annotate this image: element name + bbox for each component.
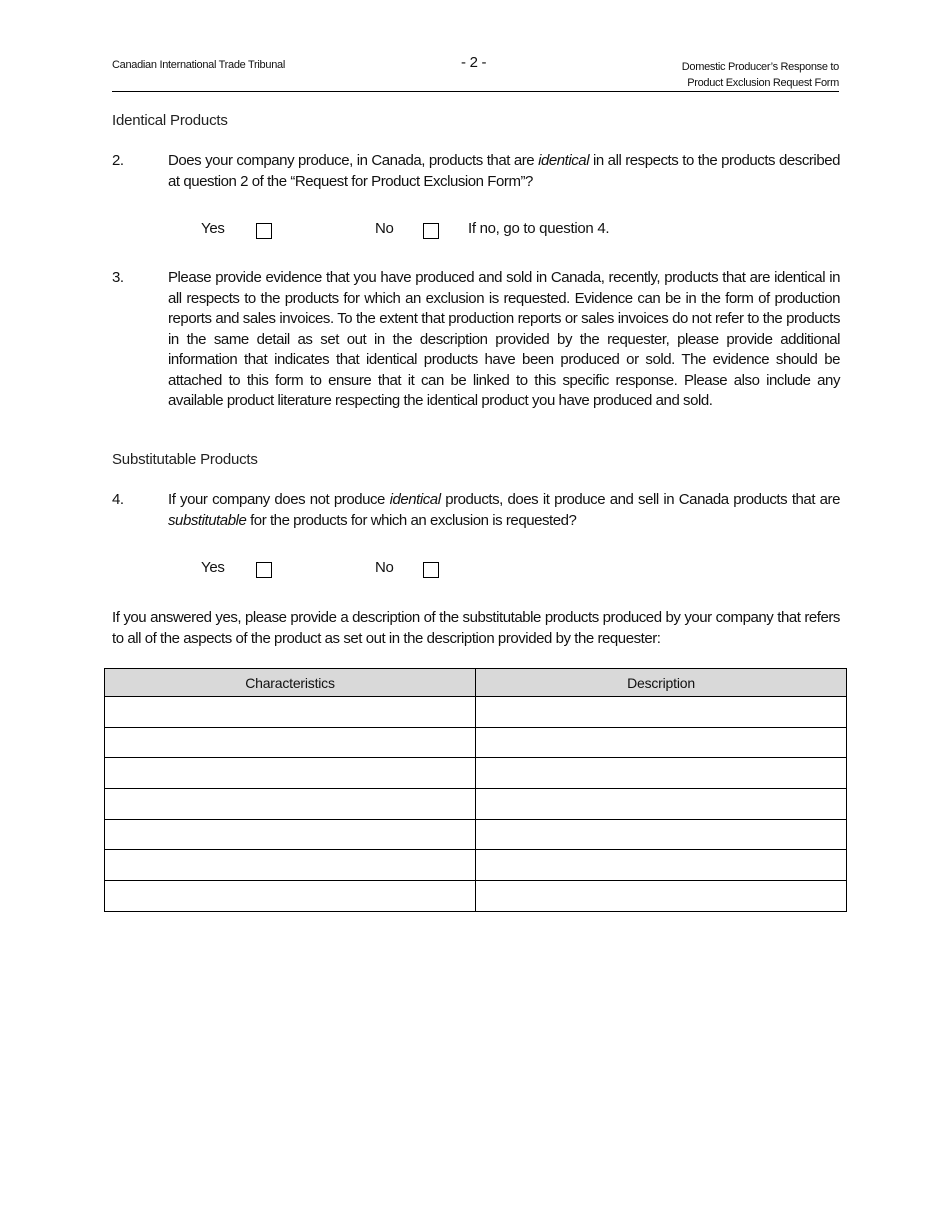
header-organization: Canadian International Trade Tribunal [112, 59, 285, 71]
header-form-title-line1: Domestic Producer’s Response to [681, 61, 839, 73]
table-row [105, 881, 847, 912]
question-4-answer-row [201, 559, 461, 579]
table-row [105, 697, 847, 728]
question-number: 2. [112, 152, 124, 169]
section-title-substitutable: Substitutable Products [112, 451, 258, 468]
page-header [112, 56, 839, 92]
question-2-answer-row [201, 220, 721, 240]
question-text: If your company does not produce identical products, does it produce and sell in Canada products that are substitutable for the products for which an exclusion is requested? [168, 491, 840, 529]
page-number: - 2 - [461, 54, 487, 71]
table-row [105, 727, 847, 758]
table-row [105, 789, 847, 820]
characteristic-cell[interactable] [105, 789, 476, 820]
description-cell[interactable] [476, 881, 847, 912]
question-3 [112, 268, 840, 433]
header-form-title-line2: Product Exclusion Request Form [687, 77, 839, 89]
table-row [105, 850, 847, 881]
description-cell[interactable] [476, 850, 847, 881]
characteristic-cell[interactable] [105, 727, 476, 758]
description-cell[interactable] [476, 758, 847, 789]
description-cell[interactable] [476, 727, 847, 758]
q4-no-checkbox[interactable] [423, 562, 439, 578]
question-4 [112, 490, 840, 532]
header-form-title [682, 59, 839, 91]
question-text: Does your company produce, in Canada, products that are identical in all respects to the products described at question 2 of the “Request for Product Exclusion Form”? [168, 152, 840, 190]
characteristics-table [104, 668, 847, 912]
q2-no-checkbox[interactable] [423, 223, 439, 239]
no-label: No [375, 220, 394, 237]
question-text: Please provide evidence that you have produced and sold in Canada, recently, products that are identical in all respects to the products for which an exclusion is requested. Evidence can be in the form of production reports and sales invoices. To the extent that production reports or sales invoices do not refer to the products in the same detail as set out in the description provided by the requester, please provide additional information that indicates that identical products have been produced or sold. The evidence should be attached to this form to ensure that it can be linked to this specific response. Please also include any available product literature respecting the identical product you have produced and sold. [168, 269, 840, 409]
characteristic-cell[interactable] [105, 850, 476, 881]
followup-instructions: If you answered yes, please provide a description of the substitutable products produced by your company that refers to all of the aspects of the product as set out in the description provided by the requester: [112, 609, 840, 647]
section-title-identical: Identical Products [112, 112, 228, 129]
no-label: No [375, 559, 394, 576]
characteristic-cell[interactable] [105, 819, 476, 850]
q4-yes-checkbox[interactable] [256, 562, 272, 578]
description-cell[interactable] [476, 697, 847, 728]
question-2 [112, 151, 840, 193]
column-header-description: Description [476, 669, 847, 697]
table-row [105, 819, 847, 850]
question-number: 4. [112, 491, 124, 508]
table-row [105, 758, 847, 789]
description-cell[interactable] [476, 789, 847, 820]
description-cell[interactable] [476, 819, 847, 850]
characteristic-cell[interactable] [105, 697, 476, 728]
question-number: 3. [112, 269, 124, 286]
yes-label: Yes [201, 220, 225, 237]
characteristic-cell[interactable] [105, 881, 476, 912]
characteristic-cell[interactable] [105, 758, 476, 789]
yes-label: Yes [201, 559, 225, 576]
table-header-row [105, 669, 847, 697]
q2-yes-checkbox[interactable] [256, 223, 272, 239]
column-header-characteristics: Characteristics [105, 669, 476, 697]
skip-note: If no, go to question 4. [468, 220, 610, 237]
